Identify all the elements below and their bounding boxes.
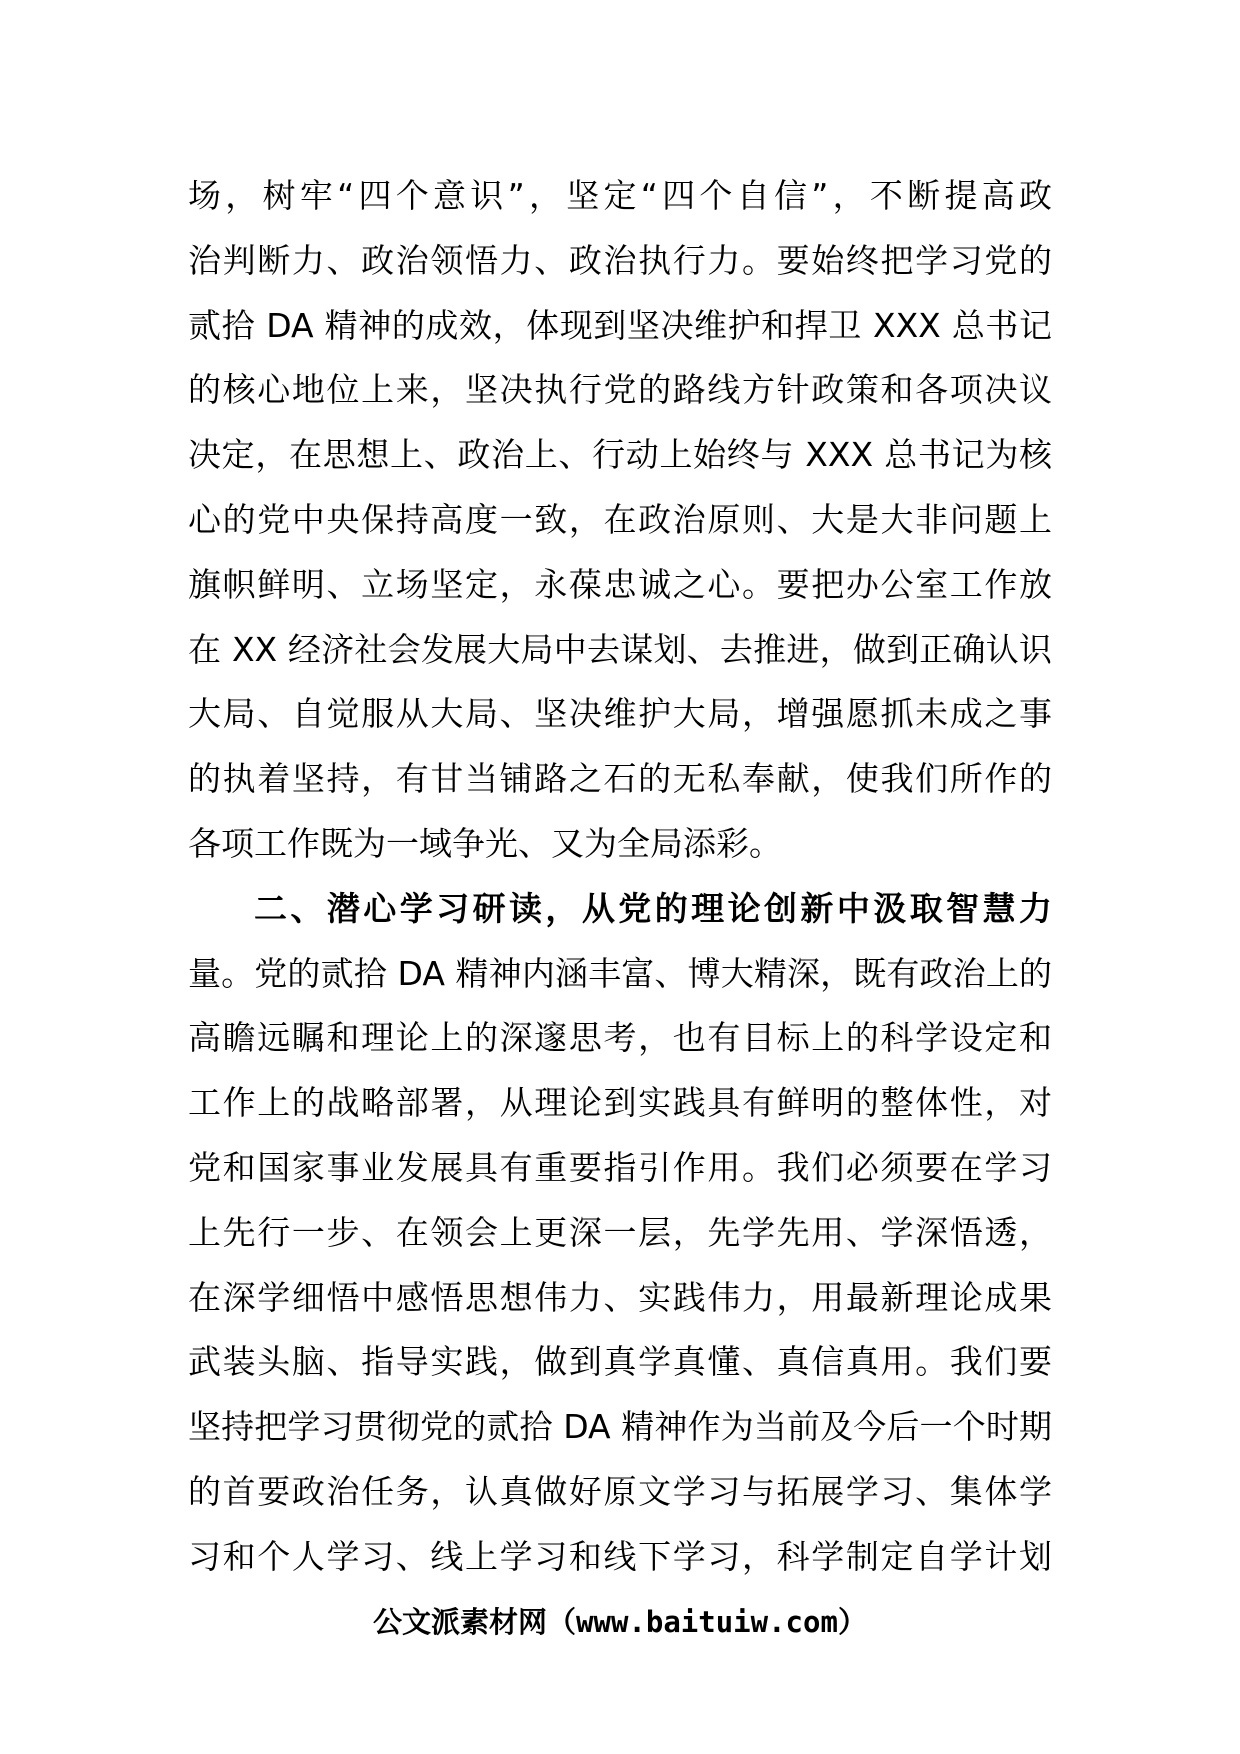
paragraph-line: 场，树牢“四个意识”，坚定“四个自信”，不断提高政 (188, 176, 1052, 215)
paragraph-line: 在 XX 经济社会发展大局中去谋划、去推进，做到正确认识 (188, 629, 1052, 669)
paragraph-line: 量。党的贰拾 DA 精神内涵丰富、博大精深，既有政治上的 (188, 953, 1052, 993)
paragraph-line: 工作上的战略部署，从理论到实践具有鲜明的整体性，对 (188, 1083, 1052, 1123)
paragraph-line: 决定，在思想上、政治上、行动上始终与 XXX 总书记为核 (188, 435, 1052, 475)
paragraph-line: 治判断力、政治领悟力、政治执行力。要始终把学习党的 (188, 240, 1052, 280)
paragraph-line: 党和国家事业发展具有重要指引作用。我们必须要在学习 (188, 1147, 1052, 1187)
paragraph-line: 贰拾 DA 精神的成效，体现到坚决维护和捍卫 XXX 总书记 (188, 305, 1052, 345)
section-heading-line: 二、潜心学习研读，从党的理论创新中汲取智慧力 (254, 888, 1052, 928)
paragraph-line: 上先行一步、在领会上更深一层，先学先用、学深悟透， (188, 1212, 1052, 1252)
paragraph-line: 大局、自觉服从大局、坚决维护大局，增强愿抓未成之事 (188, 694, 1052, 734)
paragraph-line: 心的党中央保持高度一致，在政治原则、大是大非问题上 (188, 499, 1052, 539)
paragraph-line: 的核心地位上来，坚决执行党的路线方针政策和各项决议 (188, 370, 1052, 410)
paragraph-line: 的执着坚持，有甘当铺路之石的无私奉献，使我们所作的 (188, 759, 1052, 799)
paragraph-line: 武装头脑、指导实践，做到真学真懂、真信真用。我们要 (188, 1342, 1052, 1382)
paragraph-line: 习和个人学习、线上学习和线下学习，科学制定自学计划 (188, 1536, 1052, 1576)
paragraph-line: 在深学细悟中感悟思想伟力、实践伟力，用最新理论成果 (188, 1277, 1052, 1317)
paragraph-line: 的首要政治任务，认真做好原文学习与拓展学习、集体学 (188, 1471, 1052, 1511)
watermark-footer (0, 1600, 1240, 1644)
paragraph-line: 各项工作既为一域争光、又为全局添彩。 (188, 823, 782, 863)
document-body (188, 164, 1052, 1590)
footer-site-name: 公文派素材网 (373, 1605, 548, 1639)
paragraph-line: 高瞻远瞩和理论上的深邃思考，也有目标上的科学设定和 (188, 1018, 1052, 1058)
footer-url: （www.baituiw.com） (547, 1605, 867, 1639)
paragraph-line: 旗帜鲜明、立场坚定，永葆忠诚之心。要把办公室工作放 (188, 564, 1052, 604)
paragraph-line: 坚持把学习贯彻党的贰拾 DA 精神作为当前及今后一个时期 (188, 1407, 1052, 1447)
